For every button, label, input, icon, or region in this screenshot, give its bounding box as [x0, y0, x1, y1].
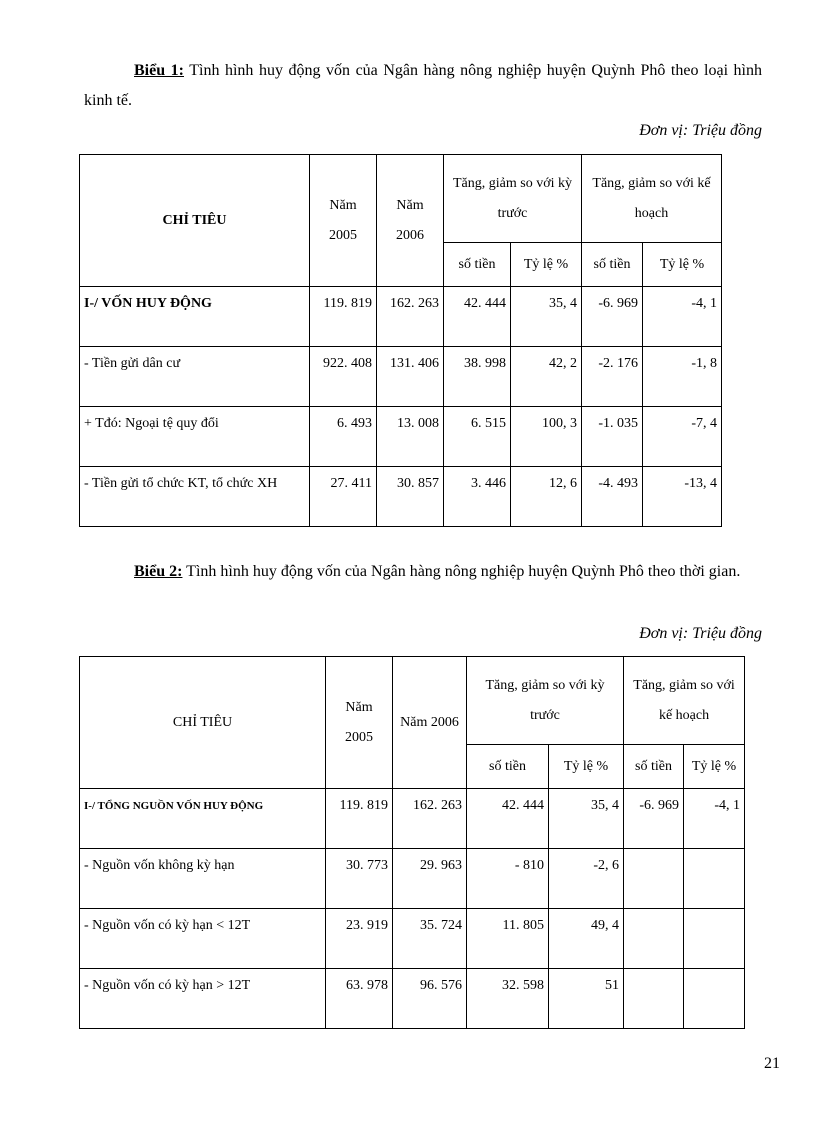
t2-cell-2006: 162. 263	[393, 789, 467, 849]
t1-cell-2005: 922. 408	[310, 347, 377, 407]
t1-cell-kt-tien: 38. 998	[444, 347, 511, 407]
t1-header-so-tien: số tiền	[444, 243, 511, 287]
t1-cell-2006: 131. 406	[377, 347, 444, 407]
table-2	[79, 656, 745, 1029]
t2-row-label: - Nguồn vốn có kỳ hạn < 12T	[80, 909, 326, 969]
t1-cell-kh-tyle: -1, 8	[643, 347, 722, 407]
t2-cell-kh-tien: -6. 969	[624, 789, 684, 849]
t2-row-label: - Nguồn vốn không kỳ hạn	[80, 849, 326, 909]
t1-header-chi-tieu: CHỈ TIÊU	[80, 155, 310, 287]
t1-header-2006: Năm 2006	[377, 155, 444, 287]
t1-header-ty-le-kh: Tỷ lệ %	[643, 243, 722, 287]
t1-cell-2005: 119. 819	[310, 287, 377, 347]
t1-cell-kt-tien: 42. 444	[444, 287, 511, 347]
t2-cell-2005: 30. 773	[326, 849, 393, 909]
table-row	[80, 969, 745, 1029]
t1-cell-kh-tien: -4. 493	[582, 467, 643, 527]
t2-cell-kh-tyle	[684, 909, 745, 969]
table-1	[79, 154, 722, 527]
t2-cell-2005: 23. 919	[326, 909, 393, 969]
t2-header-chi-tieu: CHỈ TIÊU	[80, 657, 326, 789]
t2-cell-kt-tyle: 35, 4	[549, 789, 624, 849]
t1-cell-kt-tien: 3. 446	[444, 467, 511, 527]
t2-row-label: - Nguồn vốn có kỳ hạn > 12T	[80, 969, 326, 1029]
t2-header-ty-le-kh: Tỷ lệ %	[684, 745, 745, 789]
t1-cell-kt-tien: 6. 515	[444, 407, 511, 467]
table-row	[80, 347, 722, 407]
t1-cell-kt-tyle: 12, 6	[511, 467, 582, 527]
t1-row-label: - Tiền gửi dân cư	[80, 347, 310, 407]
t2-cell-2005: 63. 978	[326, 969, 393, 1029]
t1-cell-2005: 27. 411	[310, 467, 377, 527]
t2-header-2005: Năm 2005	[326, 657, 393, 789]
table-row	[80, 287, 722, 347]
t2-cell-2006: 29. 963	[393, 849, 467, 909]
section1-text: Tình hình huy động vốn của Ngân hàng nông nghiệp huyện Quỳnh Phô theo loại hình kinh tế.	[84, 62, 762, 109]
table-row	[80, 467, 722, 527]
t2-header-so-tien: số tiền	[467, 745, 549, 789]
t1-cell-kh-tyle: -4, 1	[643, 287, 722, 347]
t1-row-label: I-/ VỐN HUY ĐỘNG	[80, 287, 310, 347]
t2-header-ky-truoc: Tăng, giảm so với kỳ trước	[467, 657, 624, 745]
t1-cell-kh-tyle: -7, 4	[643, 407, 722, 467]
t2-cell-kt-tyle: 49, 4	[549, 909, 624, 969]
t2-cell-kh-tyle: -4, 1	[684, 789, 745, 849]
table-row	[80, 909, 745, 969]
t2-cell-kt-tyle: 51	[549, 969, 624, 1029]
t2-cell-kt-tien: 32. 598	[467, 969, 549, 1029]
section1-heading	[84, 56, 762, 116]
table-row	[80, 407, 722, 467]
t2-cell-kh-tien	[624, 909, 684, 969]
t1-cell-2005: 6. 493	[310, 407, 377, 467]
section2-unit: Đơn vị: Triệu đồng	[639, 625, 762, 642]
t1-cell-kh-tien: -6. 969	[582, 287, 643, 347]
t2-cell-kh-tien	[624, 849, 684, 909]
t2-cell-kt-tyle: -2, 6	[549, 849, 624, 909]
section2-heading	[84, 557, 762, 587]
t2-header-so-tien-kh: số tiền	[624, 745, 684, 789]
t2-cell-2005: 119. 819	[326, 789, 393, 849]
section1-label: Biểu 1:	[134, 62, 184, 79]
t1-cell-kh-tien: -2. 176	[582, 347, 643, 407]
t2-cell-kh-tien	[624, 969, 684, 1029]
t2-cell-kt-tien: - 810	[467, 849, 549, 909]
t1-cell-2006: 30. 857	[377, 467, 444, 527]
t2-cell-2006: 35. 724	[393, 909, 467, 969]
t2-cell-kt-tien: 11. 805	[467, 909, 549, 969]
t2-cell-kh-tyle	[684, 969, 745, 1029]
t1-cell-kt-tyle: 100, 3	[511, 407, 582, 467]
t1-header-ky-truoc: Tăng, giảm so với kỳ trước	[444, 155, 582, 243]
t1-header-2005: Năm 2005	[310, 155, 377, 287]
t2-cell-kt-tien: 42. 444	[467, 789, 549, 849]
t1-cell-kh-tien: -1. 035	[582, 407, 643, 467]
t2-row-label: I-/ TỔNG NGUỒN VỐN HUY ĐỘNG	[80, 789, 326, 849]
t1-cell-2006: 13. 008	[377, 407, 444, 467]
t1-cell-2006: 162. 263	[377, 287, 444, 347]
section2-text: Tình hình huy động vốn của Ngân hàng nông nghiệp huyện Quỳnh Phô theo thời gian.	[182, 563, 741, 580]
t2-cell-2006: 96. 576	[393, 969, 467, 1029]
t2-cell-kh-tyle	[684, 849, 745, 909]
t2-header-ke-hoach: Tăng, giảm so với kế hoạch	[624, 657, 745, 745]
t1-row-label: - Tiền gửi tổ chức KT, tổ chức XH	[80, 467, 310, 527]
page-number: 21	[764, 1055, 780, 1072]
t1-cell-kh-tyle: -13, 4	[643, 467, 722, 527]
t2-header-ty-le: Tỷ lệ %	[549, 745, 624, 789]
section1-unit: Đơn vị: Triệu đồng	[639, 122, 762, 139]
t2-header-2006: Năm 2006	[393, 657, 467, 789]
table-row	[80, 849, 745, 909]
t1-header-ke-hoach: Tăng, giảm so với kế hoạch	[582, 155, 722, 243]
t1-header-ty-le: Tỷ lệ %	[511, 243, 582, 287]
t1-cell-kt-tyle: 35, 4	[511, 287, 582, 347]
section2-label: Biểu 2:	[134, 563, 183, 580]
t1-header-so-tien-kh: số tiền	[582, 243, 643, 287]
t1-cell-kt-tyle: 42, 2	[511, 347, 582, 407]
table-row	[80, 789, 745, 849]
t1-row-label: + Tđó: Ngoại tệ quy đổi	[80, 407, 310, 467]
